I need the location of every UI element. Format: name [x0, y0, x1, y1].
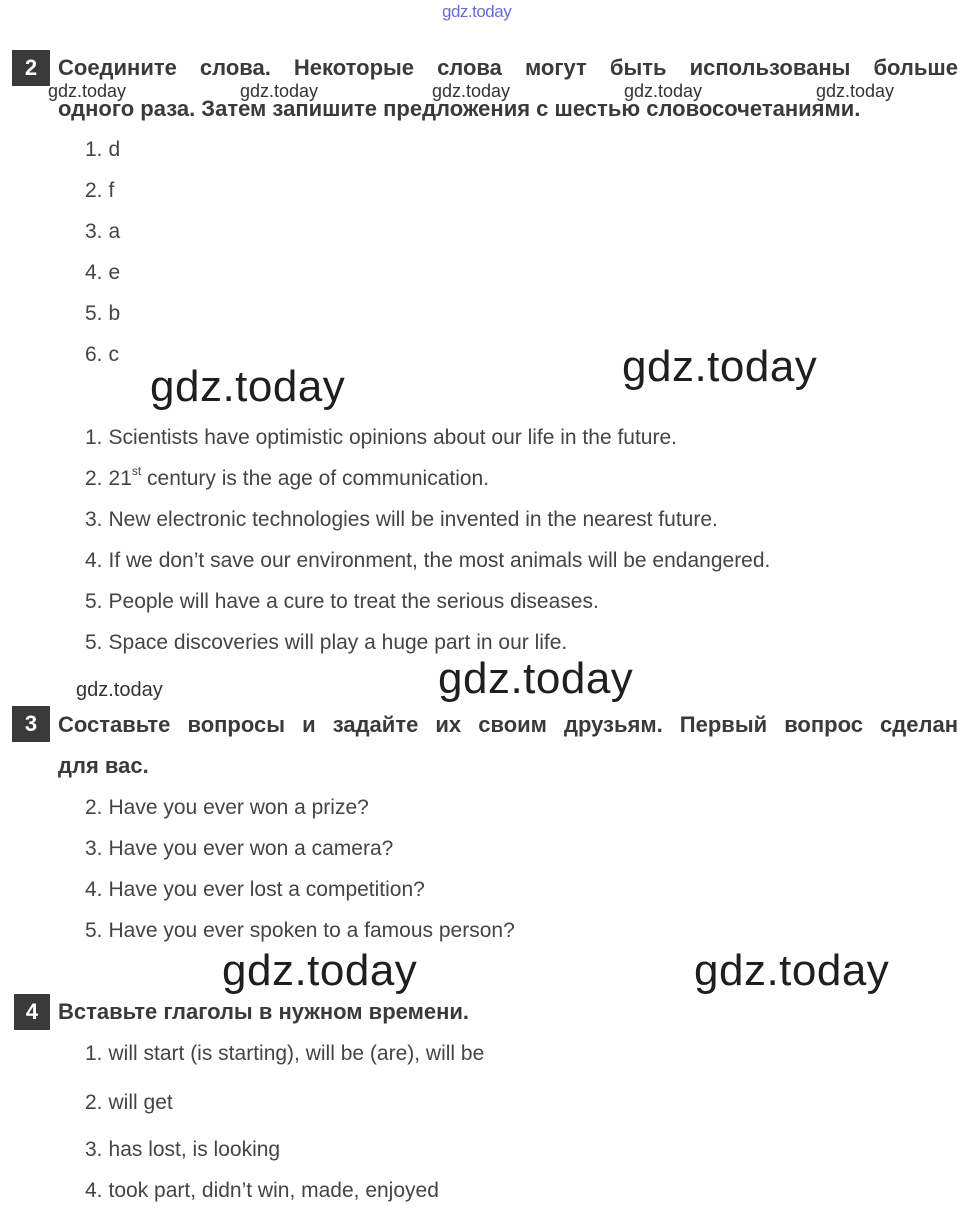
watermark-top: gdz.today: [442, 2, 512, 21]
item-text: Have you ever won a prize?: [108, 796, 369, 819]
answer-item: [85, 1042, 484, 1066]
task-4-title: Вставьте глаголы в нужном времени.: [58, 999, 470, 1024]
task-4-number: 4: [14, 994, 50, 1030]
watermark: gdz.today: [432, 81, 511, 101]
item-text: will start (is starting), will be (are), will be: [108, 1042, 485, 1065]
task-2-number: 2: [12, 50, 50, 86]
watermark: gdz.today: [48, 81, 127, 101]
question-item: [85, 796, 369, 820]
item-text: Have you ever lost a competition?: [108, 878, 425, 901]
item-text: a: [108, 220, 121, 243]
task-2-title-line1: Соедините слова. Некоторые слова могут быть использованы больше: [58, 55, 958, 80]
item-number: 3.: [85, 508, 103, 531]
answer-item: [85, 1091, 173, 1115]
item-number: 3.: [85, 220, 103, 243]
item-text: has lost, is looking: [108, 1138, 281, 1161]
match-item: [85, 179, 114, 203]
watermark-large: gdz.today: [438, 654, 634, 703]
item-text: Scientists have optimistic opinions about our life in the future.: [108, 426, 677, 449]
task-2-title-line2: одного раза. Затем запишите предложения с шестью словосочетаниями.: [58, 96, 861, 121]
sentence-item: [85, 549, 770, 573]
watermark: gdz.today: [240, 81, 319, 101]
watermark-large: gdz.today: [222, 946, 418, 995]
item-number: 1.: [85, 138, 103, 161]
match-item: [85, 343, 119, 367]
item-text: c: [108, 343, 120, 366]
item-number: 2.: [85, 1091, 103, 1114]
match-item: [85, 261, 120, 285]
match-item: [85, 302, 120, 326]
item-text: century is the age of communication.: [141, 467, 490, 490]
sentence-item: [85, 590, 599, 614]
question-item: [85, 919, 515, 943]
item-number: 2.: [85, 796, 103, 819]
watermark: gdz.today: [76, 679, 163, 701]
item-number: 6.: [85, 343, 103, 366]
watermark: gdz.today: [624, 81, 703, 101]
item-number: 3.: [85, 837, 103, 860]
item-number: 5.: [85, 302, 103, 325]
item-text: d: [108, 138, 121, 161]
item-text: will get: [108, 1091, 173, 1114]
watermark-large: gdz.today: [694, 946, 890, 995]
item-number: 5.: [85, 919, 103, 942]
item-number: 1.: [85, 426, 103, 449]
item-text: Have you ever spoken to a famous person?: [108, 919, 515, 942]
item-number: 5.: [85, 590, 103, 613]
answer-item: [85, 1138, 280, 1162]
match-item: [85, 138, 120, 162]
item-number: 4.: [85, 261, 103, 284]
item-number: 4.: [85, 549, 103, 572]
item-text: Space discoveries will play a huge part in our life.: [108, 631, 568, 654]
item-text: b: [108, 302, 121, 325]
item-text: New electronic technologies will be invented in the nearest future.: [108, 508, 718, 531]
sentence-item: [85, 631, 567, 655]
item-text: e: [108, 261, 121, 284]
item-text: f: [108, 179, 115, 202]
watermark: gdz.today: [816, 81, 895, 101]
task-3-title-line1: Составьте вопросы и задайте их своим друзьям. Первый вопрос сделан: [58, 712, 958, 737]
item-text: took part, didn’t win, made, enjoyed: [108, 1179, 439, 1202]
answer-item: [85, 1179, 439, 1203]
watermark-large: gdz.today: [622, 342, 818, 391]
watermark-large: gdz.today: [150, 362, 346, 411]
item-number: 4.: [85, 878, 103, 901]
item-number: 1.: [85, 1042, 103, 1065]
sentence-item: [85, 464, 490, 491]
question-item: [85, 878, 425, 902]
item-number: 3.: [85, 1138, 103, 1161]
item-number: 2.: [85, 179, 103, 202]
ordinal-suffix: st: [131, 464, 142, 478]
question-item: [85, 837, 393, 861]
item-text: If we don’t save our environment, the most animals will be endangered.: [108, 549, 771, 572]
item-number: 4.: [85, 1179, 103, 1202]
item-text-number: 21: [108, 467, 132, 490]
task-3-title-line2: для вас.: [58, 753, 149, 778]
match-item: [85, 220, 120, 244]
sentence-item: [85, 426, 677, 450]
task-3-number: 3: [12, 706, 50, 742]
item-number: 2.: [85, 467, 103, 490]
item-number: 5.: [85, 631, 103, 654]
sentence-item: [85, 508, 718, 532]
item-text: Have you ever won a camera?: [108, 837, 394, 860]
item-text: People will have a cure to treat the serious diseases.: [108, 590, 599, 613]
